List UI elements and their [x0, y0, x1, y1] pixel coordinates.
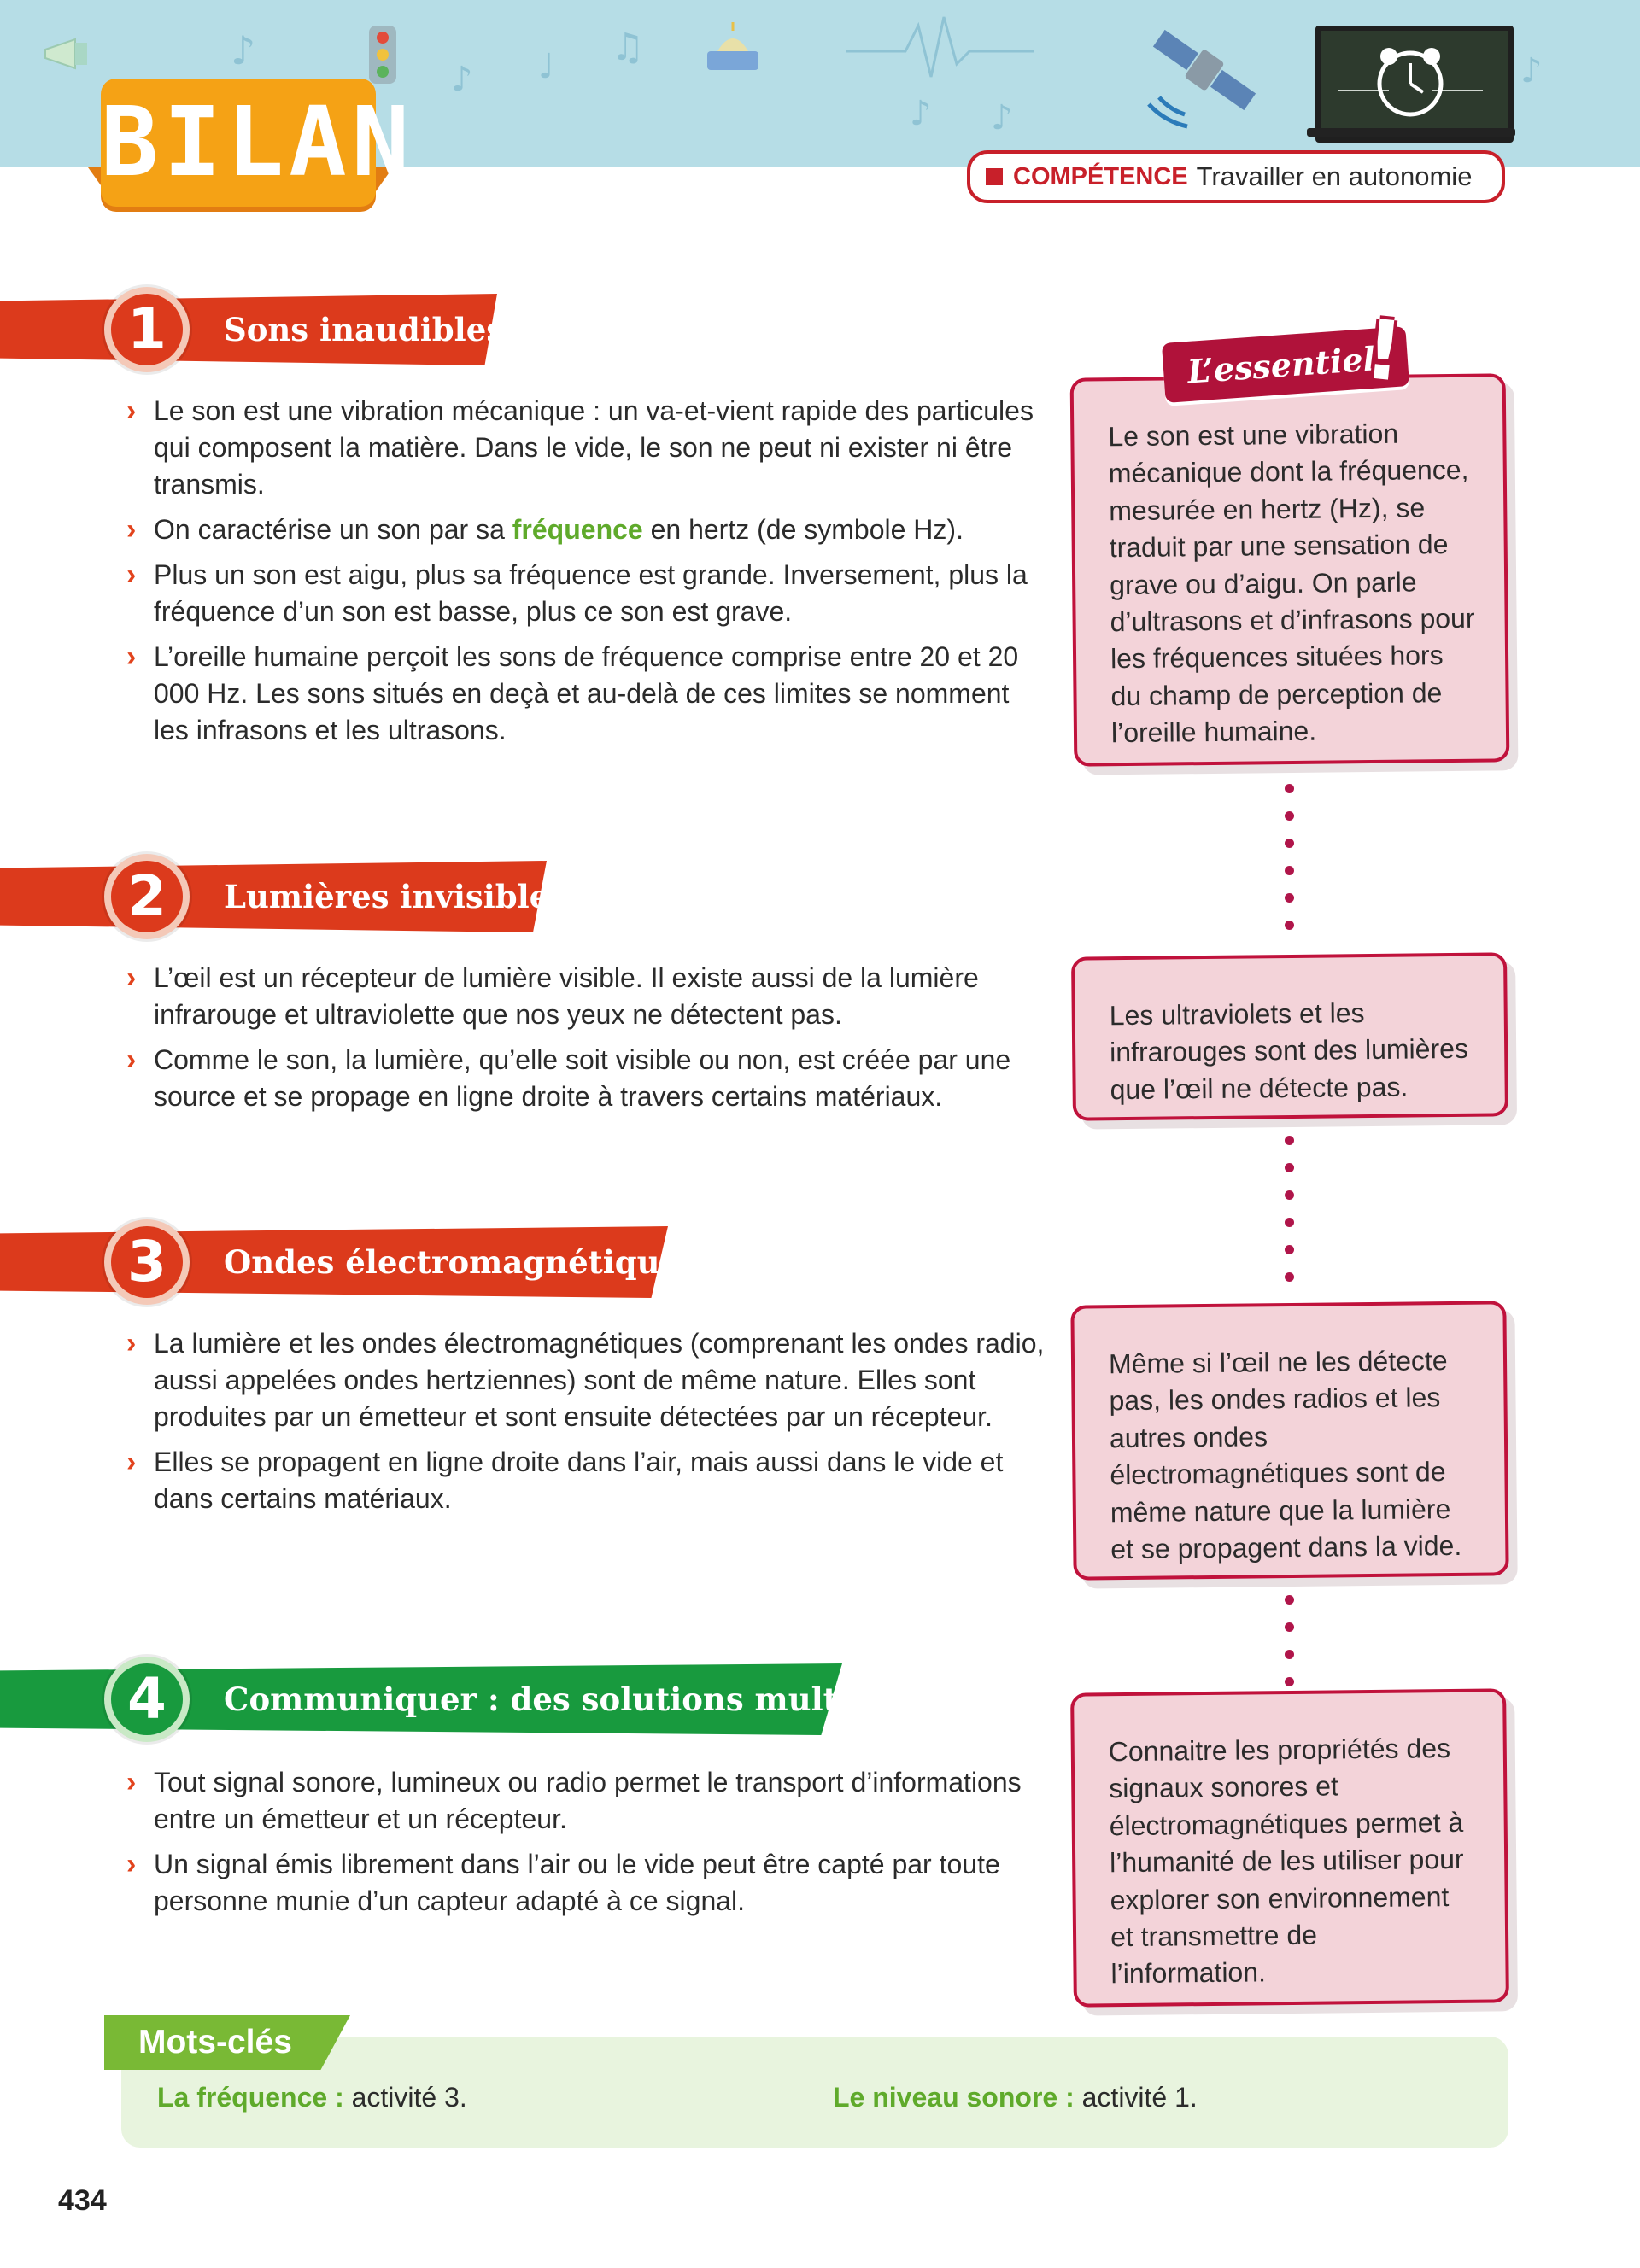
- dotted-connector: [1285, 1595, 1295, 1704]
- keyword-term: La fréquence :: [157, 2082, 344, 2113]
- bullet-item: › Elles se propagent en ligne droite dans l’air, mais aussi dans le vide et dans certains matériaux.: [126, 1446, 1004, 1514]
- chevron-right-icon: ›: [126, 962, 137, 994]
- essentiel-label: L’essentiel: [1186, 339, 1377, 391]
- section-title: Ondes électromagnétiques: [224, 1243, 698, 1281]
- bullet-item: › Un signal émis librement dans l’air ou le vide peut être capté par toute personne munie d’un capteur adapté à ce signal.: [126, 1848, 1000, 1916]
- bullet-item: › L’oreille humaine perçoit les sons de fréquence comprise entre 20 et 20 000 Hz. Les sons situés en deçà et au-delà de ces limites se nomment les infrasons et les ultrasons.: [126, 640, 1019, 745]
- bullet-item: › Tout signal sonore, lumineux ou radio permet le transport d’informations entre un émetteur et un récepteur.: [126, 1766, 1022, 1834]
- keywords-title: Mots-clés: [138, 2024, 292, 2060]
- music-note-icon: ♪: [910, 94, 932, 133]
- essentiel-box-3: [1070, 1301, 1508, 1580]
- siren-icon: [699, 19, 767, 82]
- competence-box: [967, 150, 1505, 203]
- chevron-right-icon: ›: [126, 513, 137, 546]
- dotted-connector: [1285, 784, 1295, 948]
- bullet-item: › Plus un son est aigu, plus sa fréquence est grande. Inversement, plus la fréquence d’un son est basse, plus ce son est grave.: [126, 558, 1028, 627]
- music-note-icon: ♪: [451, 60, 473, 99]
- page-number: 434: [58, 2184, 107, 2217]
- section-number-badge: 2: [104, 854, 190, 939]
- essentiel-box-1: [1070, 373, 1510, 766]
- keyword-item: [833, 2080, 1198, 2114]
- music-note-icon: ♪: [231, 27, 256, 73]
- chevron-right-icon: ›: [126, 1327, 137, 1359]
- section-number-badge: 3: [104, 1219, 190, 1305]
- chevron-right-icon: ›: [126, 395, 137, 427]
- chevron-right-icon: ›: [126, 558, 137, 591]
- competence-label: COMPÉTENCE: [1013, 162, 1188, 190]
- keyword-ref: activité 1.: [1081, 2082, 1198, 2113]
- section-banner-4: [0, 1663, 922, 1735]
- bullet-item: › Le son est une vibration mécanique : un va-et-vient rapide des particules qui composent la matière. Dans le vide, le son ne peut ni exister ni être transmis.: [126, 395, 1034, 500]
- alarm-clock-icon: [1315, 26, 1514, 143]
- keyword-highlight: fréquence: [512, 514, 643, 545]
- keyword-ref: activité 3.: [351, 2082, 467, 2113]
- section-2-bullets: [126, 960, 1045, 1124]
- section-4-bullets: [126, 1764, 1045, 1928]
- satellite-icon: [1140, 19, 1268, 133]
- section-number-badge: 1: [104, 287, 190, 372]
- keyword-term: Le niveau sonore :: [833, 2082, 1075, 2113]
- heartbeat-line-icon: [846, 9, 1034, 97]
- chevron-right-icon: ›: [126, 1043, 137, 1076]
- essentiel-box-2: [1071, 952, 1508, 1120]
- bullet-item: › On caractérise un son par sa fréquence en hertz (de symbole Hz).: [126, 511, 1045, 548]
- section-title: Communiquer : des solutions multiples: [224, 1681, 922, 1718]
- section-banner-2: [0, 861, 568, 932]
- music-note-icon: ♪: [991, 98, 1013, 137]
- bullet-item: › Comme le son, la lumière, qu’elle soit visible ou non, est créée par une source et se propage en ligne droite à travers certains matériaux.: [126, 1043, 1011, 1112]
- chevron-right-icon: ›: [126, 1848, 137, 1880]
- music-note-icon: ♩: [538, 47, 554, 86]
- essentiel-box-4: [1070, 1688, 1509, 2007]
- competence-text: Travailler en autonomie: [1196, 161, 1473, 191]
- section-banner-3: [0, 1226, 698, 1298]
- board-tray: [1307, 128, 1515, 137]
- essentiel-text: Même si l’œil ne les détecte pas, les ondes radios et les autres ondes électromagnétiques sont de même nature que la lumière et se propagent dans la vide.: [1108, 1345, 1462, 1565]
- chevron-right-icon: ›: [126, 1446, 137, 1478]
- section-title: Sons inaudibles: [224, 311, 505, 348]
- section-1-bullets: [126, 393, 1045, 757]
- dotted-connector: [1285, 1136, 1295, 1300]
- music-note-icon: ♪: [1520, 51, 1543, 91]
- essentiel-text: Le son est une vibration mécanique dont la fréquence, mesurée en hertz (Hz), se traduit par une sensation de grave ou d’aigu. On parle d’ultrasons et d’infrasons pour les fréquences situées hors du champ de perception de l’oreille humaine.: [1108, 418, 1475, 749]
- megaphone-icon: [41, 34, 101, 73]
- section-3-bullets: [126, 1325, 1045, 1526]
- exclamation-icon: !: [1360, 301, 1408, 400]
- competence-square-icon: [986, 168, 1003, 185]
- section-title: Lumières invisibles: [224, 878, 568, 915]
- chevron-right-icon: ›: [126, 640, 137, 673]
- page-title: BILAN: [101, 87, 415, 198]
- bullet-item: › La lumière et les ondes électromagnétiques (comprenant les ondes radio, aussi appelées ondes hertziennes) sont de même nature. Elles sont produites par un émetteur et sont ensuite détectées par un récepteur.: [126, 1327, 1045, 1432]
- music-note-icon: ♫: [611, 26, 645, 69]
- section-number-badge: 4: [104, 1657, 190, 1742]
- essentiel-text: Les ultraviolets et les infrarouges sont des lumières que l’œil ne détecte pas.: [1109, 997, 1469, 1106]
- section-banner-1: [0, 294, 505, 365]
- keyword-item: [157, 2080, 467, 2114]
- chevron-right-icon: ›: [126, 1766, 137, 1798]
- bullet-item: › L’œil est un récepteur de lumière visible. Il existe aussi de la lumière infrarouge et ultraviolette que nos yeux ne détectent pas.: [126, 962, 979, 1030]
- essentiel-text: Connaitre les propriétés des signaux sonores et électromagnétiques permet à l’humanité de les utiliser pour explorer son environnement et transmettre de l’information.: [1108, 1733, 1464, 1990]
